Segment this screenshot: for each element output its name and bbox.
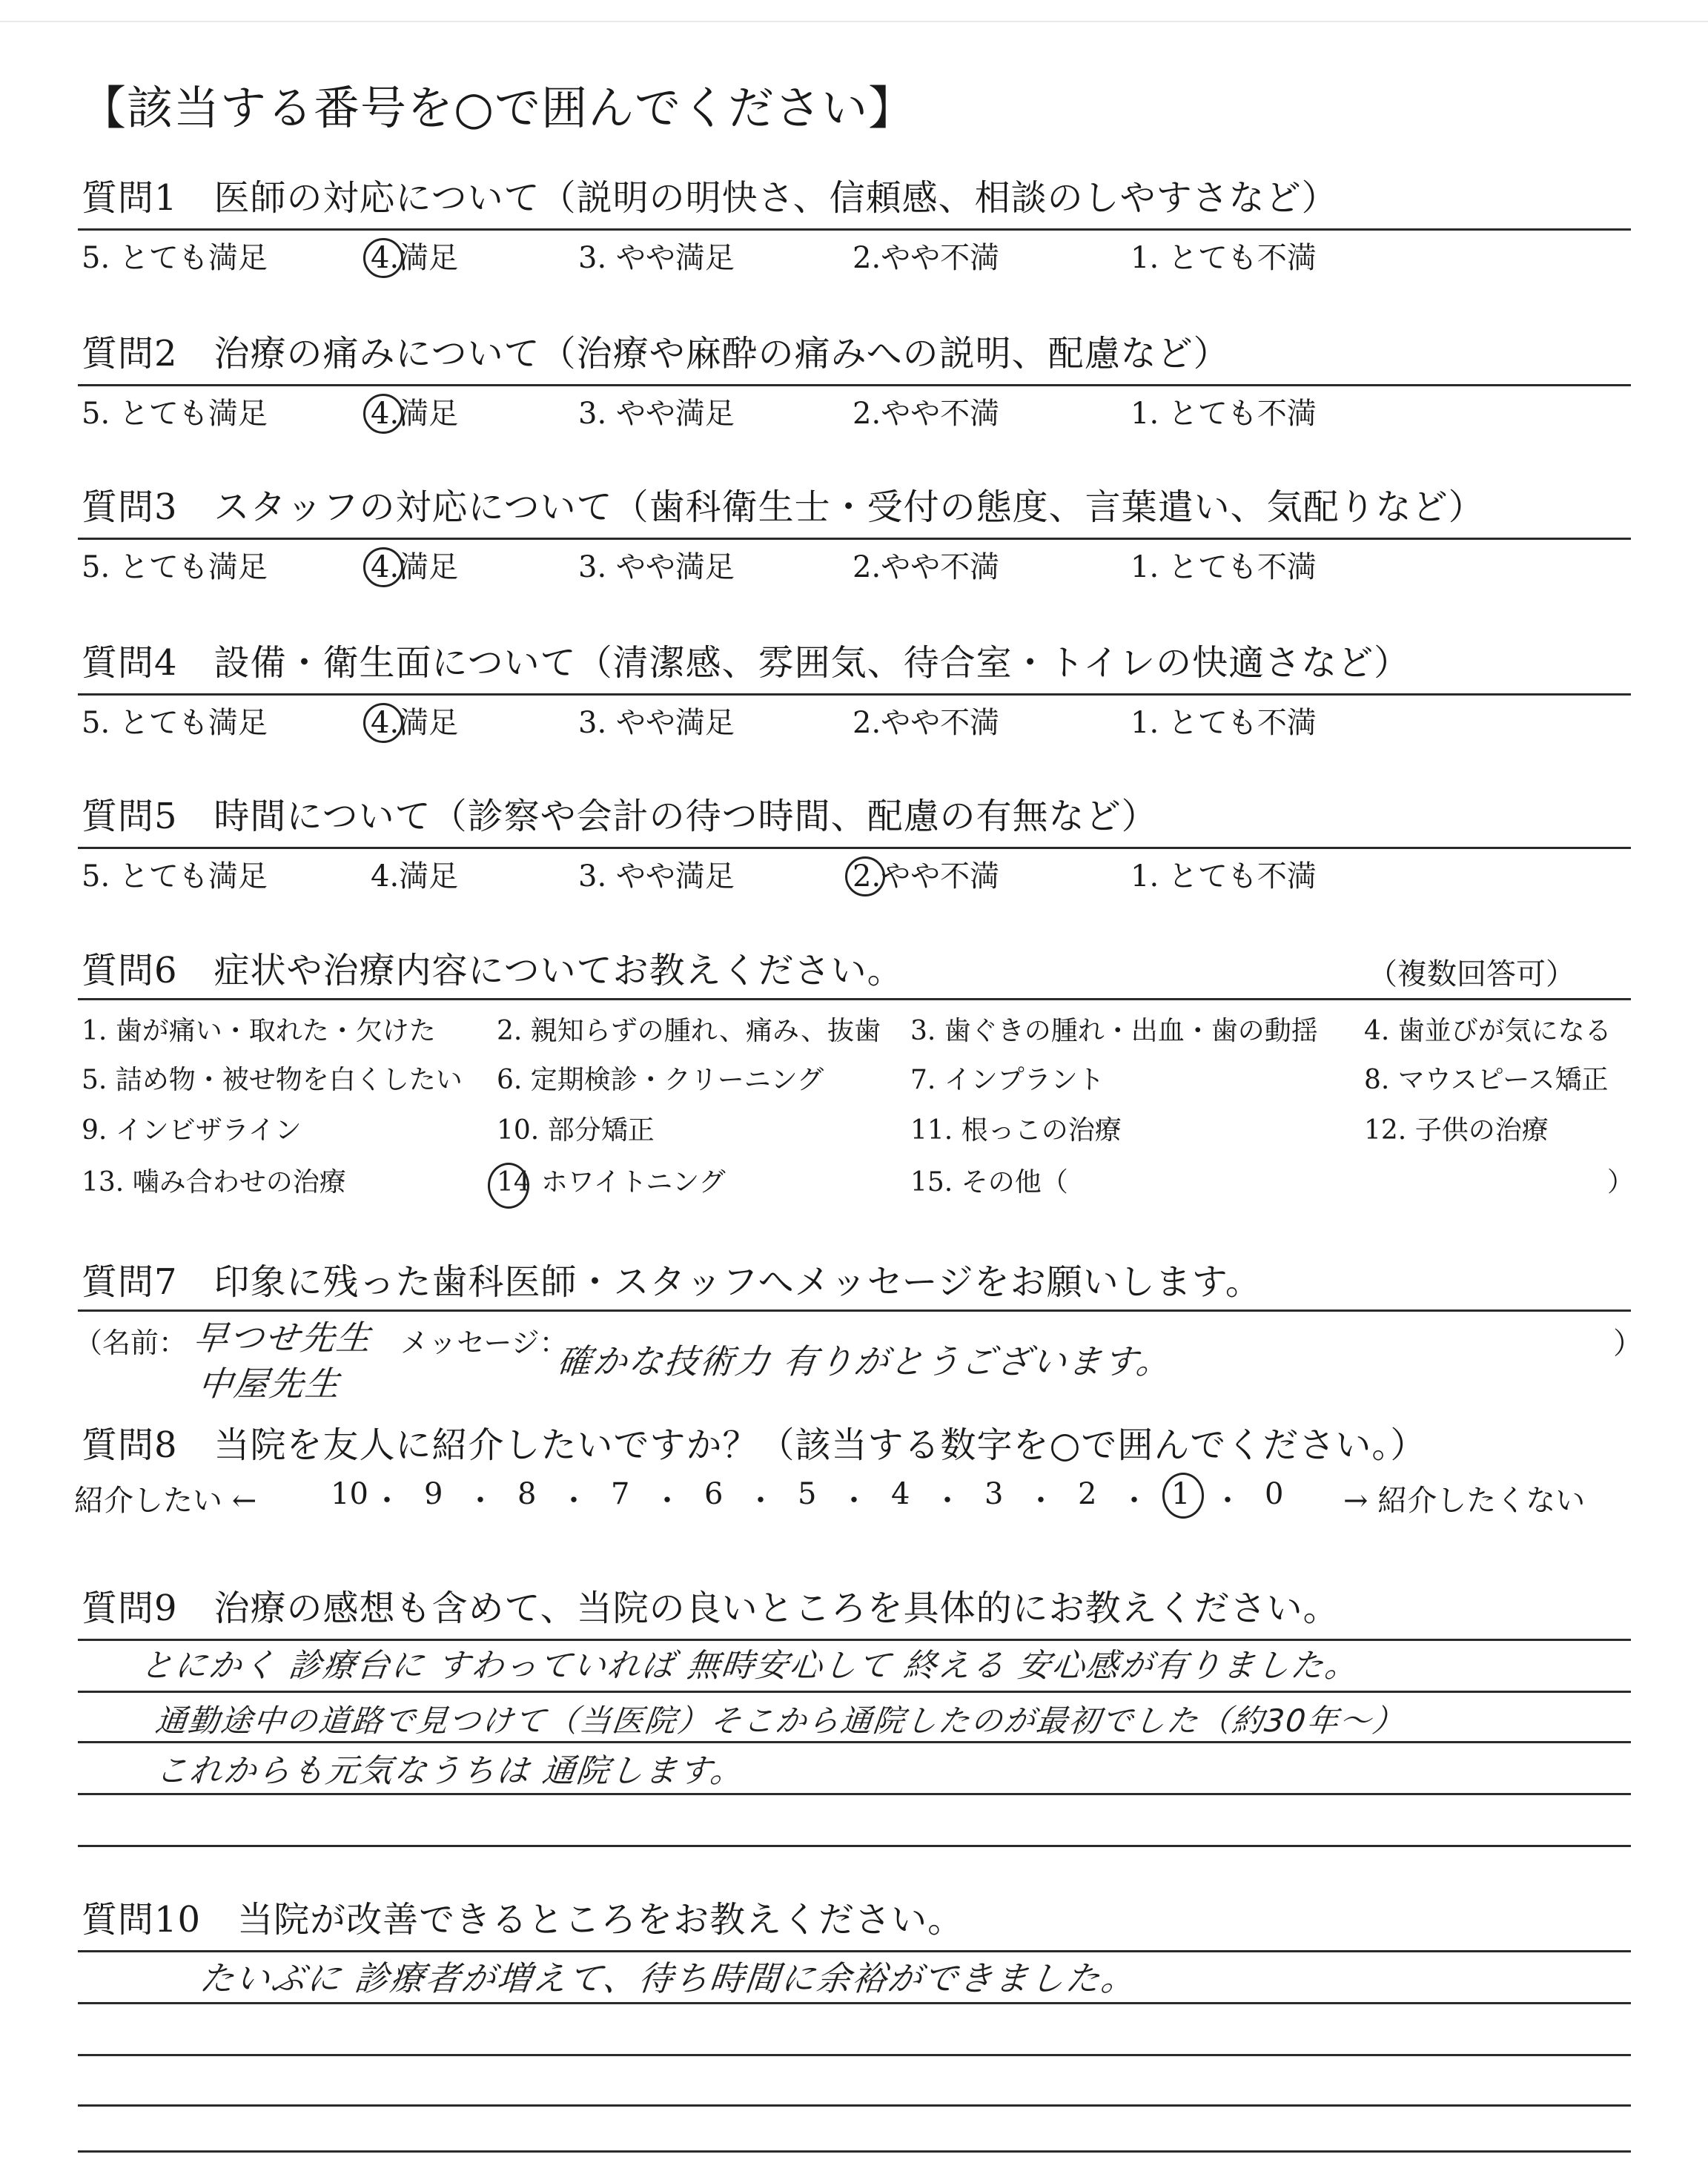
q8-scale-dot: ・ [933, 1484, 962, 1518]
option-label: 1. とても不満 [1131, 550, 1317, 584]
q6-option-3[interactable]: 3. 歯ぐきの腫れ・出血・歯の動揺 [910, 1016, 1318, 1046]
q6-option-12[interactable]: 12. 子供の治療 [1364, 1115, 1549, 1146]
q6-option-2[interactable]: 2. 親知らずの腫れ、痛み、抜歯 [497, 1016, 881, 1046]
q8-scale-dot: ・ [1119, 1484, 1149, 1518]
q8-scale-dot: ・ [559, 1484, 589, 1518]
q6-title: 質問6 症状や治療内容についてお教えください。 [82, 950, 904, 991]
q5-options [82, 853, 1342, 894]
q4-option-3[interactable] [578, 699, 735, 742]
option-number: 14 [497, 1167, 531, 1198]
q9-rule-5 [78, 1845, 1631, 1847]
option-label: 3. やや満足 [578, 241, 735, 275]
q1-option-4[interactable] [371, 234, 458, 277]
option-label: やや不満 [881, 550, 1000, 584]
option-number: 2. [853, 859, 881, 894]
q2-title: 質問2 治療の痛みについて（治療や麻酔の痛みへの説明、配慮など） [82, 333, 1230, 374]
q4-option-4[interactable] [371, 699, 458, 742]
q9-rule-2 [78, 1691, 1631, 1693]
q3-option-2[interactable] [853, 544, 999, 586]
option-number: 2. [853, 706, 881, 740]
q10-handwritten-line-1: たいぶに 診療者が増えて、待ち時間に余裕ができました。 [197, 1958, 1139, 1998]
q6-multi-note: （複数回答可） [1368, 957, 1575, 991]
q8-scale-7[interactable]: 7 [611, 1477, 630, 1511]
q5-option-3[interactable] [578, 853, 735, 895]
q7-close-paren: ） [1613, 1327, 1643, 1361]
q10-rule-2 [78, 2002, 1631, 2004]
q5-rule [78, 847, 1631, 849]
option-label: 1. とても不満 [1131, 706, 1317, 740]
option-label: 満足 [399, 859, 459, 894]
q2-option-5[interactable] [82, 390, 268, 432]
q8-scale-1[interactable]: 1 [1171, 1477, 1191, 1511]
q8-scale-5[interactable]: 5 [798, 1477, 817, 1511]
option-label: 5. とても満足 [82, 859, 268, 894]
q1-option-5[interactable] [82, 234, 268, 277]
q6-option-1[interactable]: 1. 歯が痛い・取れた・欠けた [82, 1016, 436, 1046]
q10-rule-4 [78, 2104, 1631, 2107]
q8-scale-dot: ・ [746, 1484, 775, 1518]
option-label: 5. とても満足 [82, 241, 268, 275]
option-label: 5. とても満足 [82, 706, 268, 740]
q1-option-3[interactable] [578, 234, 735, 277]
q8-left-label: 紹介したい ← [74, 1484, 257, 1518]
option-label: 満足 [399, 706, 459, 740]
option-label: ホワイトニング [540, 1167, 726, 1198]
q5-option-1[interactable] [1131, 853, 1317, 895]
q6-option-10[interactable]: 10. 部分矯正 [497, 1115, 655, 1146]
q1-title: 質問1 医師の対応について（説明の明快さ、信頼感、相談のしやすさなど） [82, 177, 1338, 219]
q6-option-15[interactable]: 15. その他（ [910, 1167, 1068, 1198]
option-label: 5. とても満足 [82, 397, 268, 431]
q8-scale-6[interactable]: 6 [704, 1477, 724, 1511]
q8-right-label: → 紹介したくない [1343, 1484, 1586, 1518]
option-label: やや不満 [881, 397, 1000, 431]
q8-scale-dot: ・ [1213, 1484, 1242, 1518]
q4-option-2[interactable] [853, 699, 999, 742]
q7-title: 質問7 印象に残った歯科医師・スタッフへメッセージをお願いします。 [82, 1261, 1262, 1303]
instruction-header: 【該当する番号を○で囲んでください】 [80, 81, 916, 135]
option-number: 4. [371, 706, 400, 740]
q1-options [82, 234, 1342, 273]
q5-option-4[interactable] [371, 853, 458, 895]
q1-option-2[interactable] [853, 234, 999, 277]
q7-handwritten-name-1: 早つせ先生 [191, 1318, 374, 1358]
option-number: 4. [371, 241, 400, 275]
q2-option-4[interactable] [371, 390, 458, 432]
scan-top-edge [0, 21, 1708, 22]
q4-option-5[interactable] [82, 699, 268, 742]
q6-other-close-paren: ） [1607, 1167, 1635, 1198]
q3-options [82, 544, 1342, 582]
option-number: 2. [853, 241, 881, 275]
q5-option-2[interactable] [853, 853, 999, 895]
option-number: 4. [371, 859, 400, 894]
q2-options [82, 390, 1342, 429]
q2-rule [78, 384, 1631, 386]
q8-scale-dot: ・ [652, 1484, 682, 1518]
option-label: 満足 [399, 397, 459, 431]
q9-handwritten-line-2: 通勤途中の道路で見つけて（当医院）そこから通院したのが最初でした（約30年～） [153, 1702, 1407, 1739]
q3-option-3[interactable] [578, 544, 735, 586]
q5-title: 質問5 時間について（診察や会計の待つ時間、配慮の有無など） [82, 796, 1158, 837]
q10-title: 質問10 当院が改善できるところをお教えください。 [82, 1899, 964, 1941]
q1-option-1[interactable] [1131, 234, 1317, 277]
q6-option-6[interactable]: 6. 定期検診・クリーニング [497, 1065, 824, 1095]
q7-message-label: メッセージ： [400, 1327, 568, 1359]
option-label: やや不満 [881, 859, 1000, 894]
q8-title: 質問8 当院を友人に紹介したいですか？（該当する数字を○で囲んでください。） [82, 1424, 1427, 1466]
q4-options [82, 699, 1342, 738]
q6-option-14[interactable] [497, 1161, 726, 1199]
q4-title: 質問4 設備・衛生面について（清潔感、雰囲気、待合室・トイレの快適さなど） [82, 642, 1411, 684]
q6-option-13[interactable]: 13. 噛み合わせの治療 [82, 1167, 346, 1198]
q4-option-1[interactable] [1131, 699, 1317, 742]
q4-rule [78, 693, 1631, 696]
q6-option-9[interactable]: 9. インビザライン [82, 1115, 302, 1146]
option-label: 3. やや満足 [578, 706, 735, 740]
option-label: 3. やや満足 [578, 859, 735, 894]
q10-rule-3 [78, 2054, 1631, 2056]
q6-option-4[interactable]: 4. 歯並びが気になる [1364, 1016, 1612, 1046]
option-number: 2. [853, 397, 881, 431]
q3-option-1[interactable] [1131, 544, 1317, 586]
q7-handwritten-name-2: 中屋先生 [196, 1364, 343, 1404]
option-label: 1. とても不満 [1131, 397, 1317, 431]
q9-handwritten-line-3: これからも元気なうちは 通院します。 [153, 1752, 747, 1790]
q8-scale-4[interactable]: 4 [891, 1477, 910, 1511]
option-label: 1. とても不満 [1131, 859, 1317, 894]
q8-scale-2[interactable]: 2 [1078, 1477, 1097, 1511]
option-label: 5. とても満足 [82, 550, 268, 584]
q6-option-7[interactable]: 7. インプラント [910, 1065, 1105, 1095]
q9-handwritten-line-1: とにかく 診療台に すわっていれば 無時安心して 終える 安心感が有りました。 [138, 1647, 1361, 1685]
q3-title: 質問3 スタッフの対応について（歯科衛生士・受付の態度、言葉遣い、気配りなど） [82, 486, 1485, 528]
q8-scale-dot: ・ [1026, 1484, 1056, 1518]
q9-rule-4 [78, 1793, 1631, 1795]
q8-scale-9[interactable]: 9 [424, 1477, 443, 1511]
q6-option-11[interactable]: 11. 根っこの治療 [910, 1115, 1122, 1146]
q7-handwritten-message: 確かな技術力 有りがとうございます。 [555, 1341, 1174, 1381]
q7-name-label: （名前： [74, 1327, 188, 1359]
q6-rule [78, 998, 1631, 1000]
q8-scale-0[interactable]: 0 [1265, 1477, 1284, 1511]
q3-option-4[interactable] [371, 544, 458, 586]
option-number: 4. [371, 550, 400, 584]
q10-rule-5 [78, 2150, 1631, 2153]
q3-rule [78, 538, 1631, 540]
option-label: 満足 [399, 241, 459, 275]
q8-scale-8[interactable]: 8 [517, 1477, 537, 1511]
q8-scale-10[interactable]: 10 [331, 1477, 368, 1511]
option-label: 3. やや満足 [578, 550, 735, 584]
q6-option-8[interactable]: 8. マウスピース矯正 [1364, 1065, 1609, 1095]
option-label: 1. とても不満 [1131, 241, 1317, 275]
q3-option-5[interactable] [82, 544, 268, 586]
option-label: 3. やや満足 [578, 397, 735, 431]
q1-rule [78, 228, 1631, 231]
option-number: 2. [853, 550, 881, 584]
option-label: やや不満 [881, 241, 1000, 275]
q2-option-3[interactable] [578, 390, 735, 432]
q8-scale-dot: ・ [839, 1484, 869, 1518]
q2-option-1[interactable] [1131, 390, 1317, 432]
q9-rule-3 [78, 1741, 1631, 1743]
option-label: 満足 [399, 550, 459, 584]
q6-option-5[interactable]: 5. 詰め物・被せ物を白くしたい [82, 1065, 463, 1095]
q8-scale-3[interactable]: 3 [984, 1477, 1004, 1511]
option-number: 4. [371, 397, 400, 431]
q2-option-2[interactable] [853, 390, 999, 432]
q8-scale-dot: ・ [466, 1484, 495, 1518]
q5-option-5[interactable] [82, 853, 268, 895]
q9-title: 質問9 治療の感想も含めて、当院の良いところを具体的にお教えください。 [82, 1588, 1340, 1629]
q8-scale-dot: ・ [372, 1484, 402, 1518]
option-label: やや不満 [881, 706, 1000, 740]
